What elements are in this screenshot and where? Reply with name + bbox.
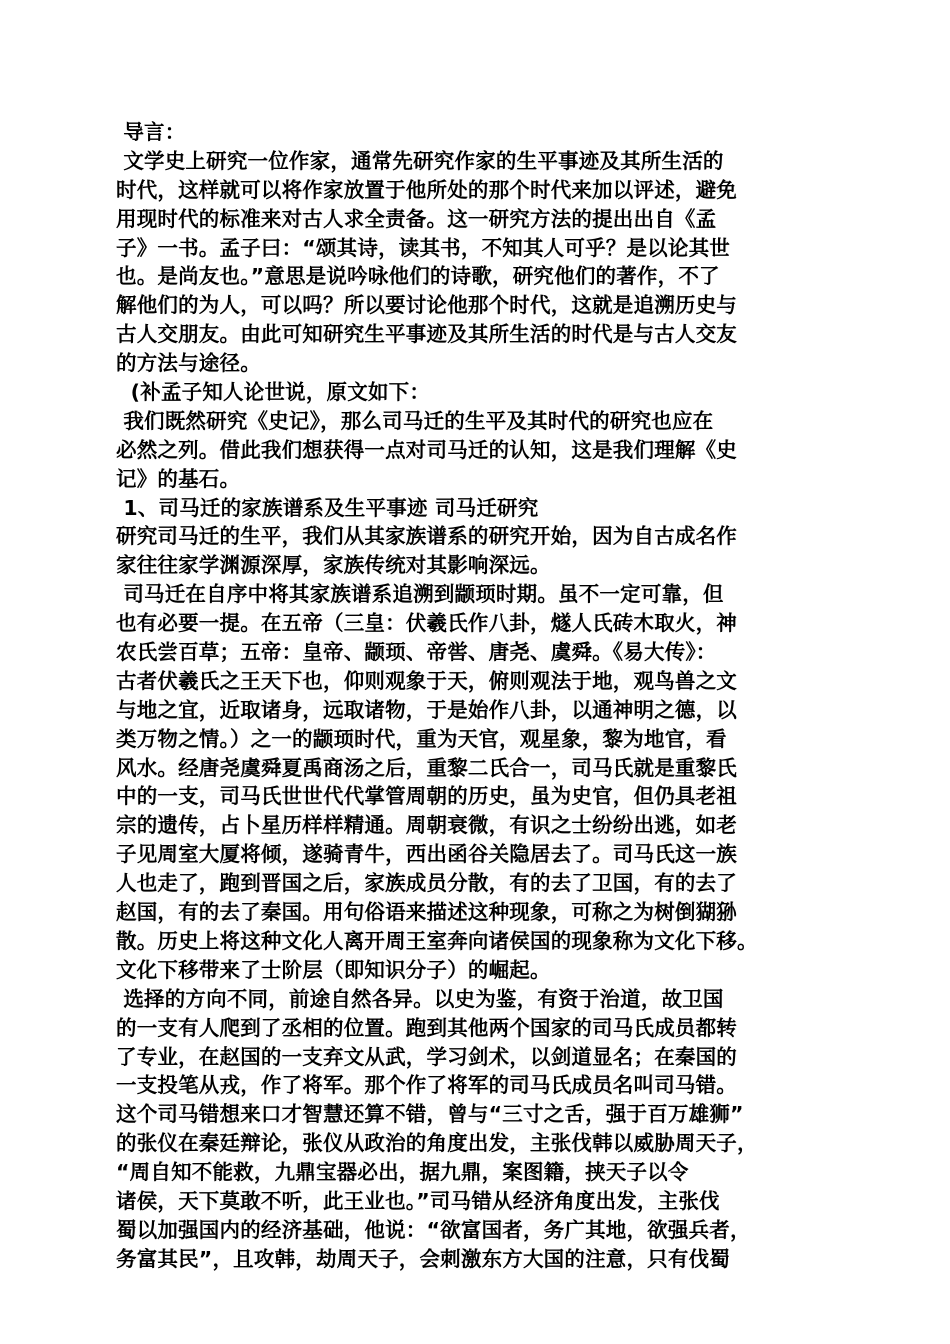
- text-line: 文化下移带来了士阶层（即知识分子）的崛起。: [116, 957, 551, 982]
- text-line: 了专业，在赵国的一支弃文从武，学习剑术，以剑道显名；在秦国的: [116, 1044, 737, 1069]
- section-heading-line: 1、司马迁的家族谱系及生平事迹 司马迁研究: [116, 495, 539, 520]
- text-line: “周自知不能救，九鼎宝器必出，据九鼎，案图籍，挟天子以令: [116, 1160, 689, 1185]
- text-line: 解他们的为人，可以吗？所以要讨论他那个时代，这就是追溯历史与: [116, 293, 737, 318]
- text-line: 家往往家学渊源深厚，家族传统对其影响深远。: [116, 553, 551, 578]
- text-line: (补孟子知人论世说，原文如下：: [116, 380, 431, 405]
- text-line: 务富其民”，且攻韩，劫周天子，会刺激东方大国的注意，只有伐蜀: [116, 1246, 730, 1271]
- text-line: 时代，这样就可以将作家放置于他所处的那个时代来加以评述，避免: [116, 177, 737, 202]
- text-line: 一支投笔从戎，作了将军。那个作了将军的司马氏成员名叫司马错。: [116, 1073, 737, 1098]
- text-line: 研究司马迁的生平，我们从其家族谱系的研究开始，因为自古成名作: [116, 524, 737, 549]
- text-line: 的张仪在秦廷辩论，张仪从政治的角度出发，主张伐韩以威胁周天子，: [116, 1131, 758, 1156]
- text-line: 古者伏羲氏之王天下也，仰则观象于天，俯则观法于地，观鸟兽之文: [116, 668, 737, 693]
- text-line: 必然之列。借此我们想获得一点对司马迁的认知，这是我们理解《史: [116, 437, 737, 462]
- heading-line: 导言：: [116, 120, 186, 144]
- document-page: [116, 118, 846, 1274]
- text-line: 也有必要一提。在五帝（三皇：伏羲氏作八卦，燧人氏砖木取火，神: [116, 611, 737, 636]
- text-line: 文学史上研究一位作家，通常先研究作家的生平事迹及其所生活的: [116, 148, 724, 173]
- text-line: 的一支有人爬到了丞相的位置。跑到其他两个国家的司马氏成员都转: [116, 1015, 737, 1040]
- text-line: 司马迁在自序中将其家族谱系追溯到颛顼时期。虽不一定可靠，但: [116, 582, 724, 607]
- text-line: 记》的基石。: [116, 466, 241, 491]
- text-line: 中的一支，司马氏世世代代掌管周朝的历史，虽为史官，但仍具老祖: [116, 784, 737, 809]
- text-line: 农氏尝百草；五帝：皇帝、颛顼、帝喾、唐尧、虞舜。《易大传》：: [116, 640, 717, 665]
- text-line: 这个司马错想来口才智慧还算不错，曾与“三寸之舌，强于百万雄狮”: [116, 1102, 744, 1127]
- text-line: 风水。经唐尧虞舜夏禹商汤之后，重黎二氏合一，司马氏就是重黎氏: [116, 755, 737, 780]
- text-line: 赵国，有的去了秦国。用句俗语来描述这种现象，可称之为树倒猢狲: [116, 900, 737, 925]
- text-line: 子见周室大厦将倾，遂骑青牛，西出函谷关隐居去了。司马氏这一族: [116, 842, 737, 867]
- text-line: 子》一书。孟子曰：“颂其诗，读其书，不知其人可乎？是以论其世: [116, 235, 730, 260]
- text-line: 古人交朋友。由此可知研究生平事迹及其所生活的时代是与古人交友: [116, 322, 737, 347]
- text-line: 类万物之情。）之一的颛顼时代，重为天官，观星象，黎为地官，看: [116, 726, 727, 751]
- text-line: 我们既然研究《史记》，那么司马迁的生平及其时代的研究也应在: [116, 408, 714, 433]
- text-line: 选择的方向不同，前途自然各异。以史为鉴，有资于治道，故卫国: [116, 986, 724, 1011]
- text-line: 用现时代的标准来对古人求全责备。这一研究方法的提出出自《孟: [116, 206, 717, 231]
- text-line: 的方法与途径。: [116, 351, 261, 376]
- text-line: 人也走了，跑到晋国之后，家族成员分散，有的去了卫国，有的去了: [116, 871, 737, 896]
- text-line: 蜀以加强国内的经济基础，他说：“欲富国者，务广其地，欲强兵者，: [116, 1217, 751, 1242]
- text-line: 宗的遗传，占卜星历样样精通。周朝衰微，有识之士纷纷出逃，如老: [116, 813, 737, 838]
- text-line: 与地之宜，近取诸身，远取诸物，于是始作八卦，以通神明之德，以: [116, 697, 737, 722]
- text-line: 散。历史上将这种文化人离开周王室奔向诸侯国的现象称为文化下移。: [116, 928, 758, 953]
- text-line: 也。是尚友也。”意思是说吟咏他们的诗歌，研究他们的著作，不了: [116, 264, 720, 289]
- text-line: 诸侯，天下莫敢不听，此王业也。”司马错从经济角度出发，主张伐: [116, 1188, 720, 1213]
